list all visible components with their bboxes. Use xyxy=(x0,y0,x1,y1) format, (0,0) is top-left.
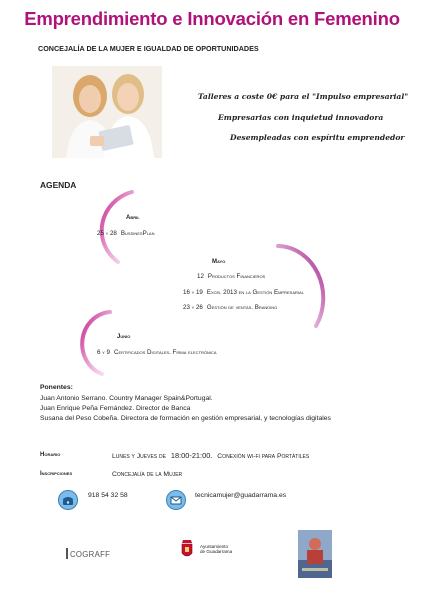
event-junio-1 xyxy=(97,349,217,356)
event-dates: 23 y 26 xyxy=(183,304,203,311)
tagline-1: Talleres a coste 0€ para el "Impulso empresarial" xyxy=(198,92,409,101)
ayto-line-1: Ayuntamiento xyxy=(200,544,229,549)
month-mayo: Mayo xyxy=(212,259,226,265)
event-title: Excel 2013 en la Gestión Empresarial xyxy=(206,289,304,296)
page-title: Emprendimiento e Innovación en Femenino xyxy=(24,8,400,29)
speaker-1: Juan Antonio Serrano. Country Manager Spain&Portugal. xyxy=(40,395,213,402)
arc-junio xyxy=(82,312,110,374)
ayuntamiento-logo xyxy=(180,538,232,560)
event-mayo-3 xyxy=(183,304,277,311)
arc-abril xyxy=(102,192,132,262)
event-dates: 6 y 9 xyxy=(97,349,110,356)
month-abril: Abril xyxy=(126,215,140,221)
event-dates: 12 xyxy=(197,273,204,280)
coat-of-arms-icon xyxy=(180,538,194,560)
schedule-days: Lunes y Jueves de xyxy=(112,453,166,460)
registration-value: Concejalía de la Mujer xyxy=(112,471,183,478)
schedule-label: Horario xyxy=(40,452,61,458)
event-mayo-2 xyxy=(183,289,304,296)
schedule-note: Conexión wi-fi para Portátiles xyxy=(217,453,310,460)
event-title: Productos Financieros xyxy=(207,273,266,280)
icograff-bar xyxy=(66,548,68,559)
event-dates: 16 y 19 xyxy=(183,289,203,296)
event-title: BussinesPlan xyxy=(120,230,155,237)
event-mayo-1 xyxy=(197,273,265,280)
registration-label: Inscripciones xyxy=(40,471,73,477)
speaker-3: Susana del Peso Cobeña. Directora de formación en gestión empresarial, y tecnologías digitales xyxy=(40,415,331,422)
arc-mayo xyxy=(278,246,323,326)
agenda-heading: AGENDA xyxy=(40,180,77,190)
speakers-label: Ponentes: xyxy=(40,384,73,391)
event-title: Certificados Digitales. Firma electrónica xyxy=(114,349,217,356)
phone-number: 918 54 32 58 xyxy=(88,492,128,499)
page-subtitle: CONCEJALÍA DE LA MUJER E IGUALDAD DE OPORTUNIDADES xyxy=(38,44,259,53)
email-address[interactable]: tecnicamujer@guadarrama.es xyxy=(195,492,287,499)
icograff-text: COGRAFF xyxy=(70,550,111,559)
email-icon xyxy=(166,490,186,510)
tagline-2: Empresarias con inquietud innovadora xyxy=(218,113,384,122)
ayto-line-2: de Guadarrama xyxy=(200,549,233,554)
tagline-3: Desempleadas con espíritu emprendedor xyxy=(230,133,405,142)
poster-thumbnail xyxy=(298,530,332,578)
speaker-2: Juan Enrique Peña Fernández. Director de Banca xyxy=(40,405,191,412)
month-junio: Junio xyxy=(117,334,131,340)
icograff-logo xyxy=(66,548,110,559)
event-dates: 25 y 28 xyxy=(97,230,117,237)
event-title: Gestión de ventas. Branding xyxy=(206,304,278,311)
phone-icon xyxy=(58,490,78,510)
schedule-hours: 18:00-21:00. xyxy=(170,451,213,460)
event-abril-1 xyxy=(97,230,154,237)
hero-photo xyxy=(52,66,162,158)
schedule-line xyxy=(112,451,309,460)
